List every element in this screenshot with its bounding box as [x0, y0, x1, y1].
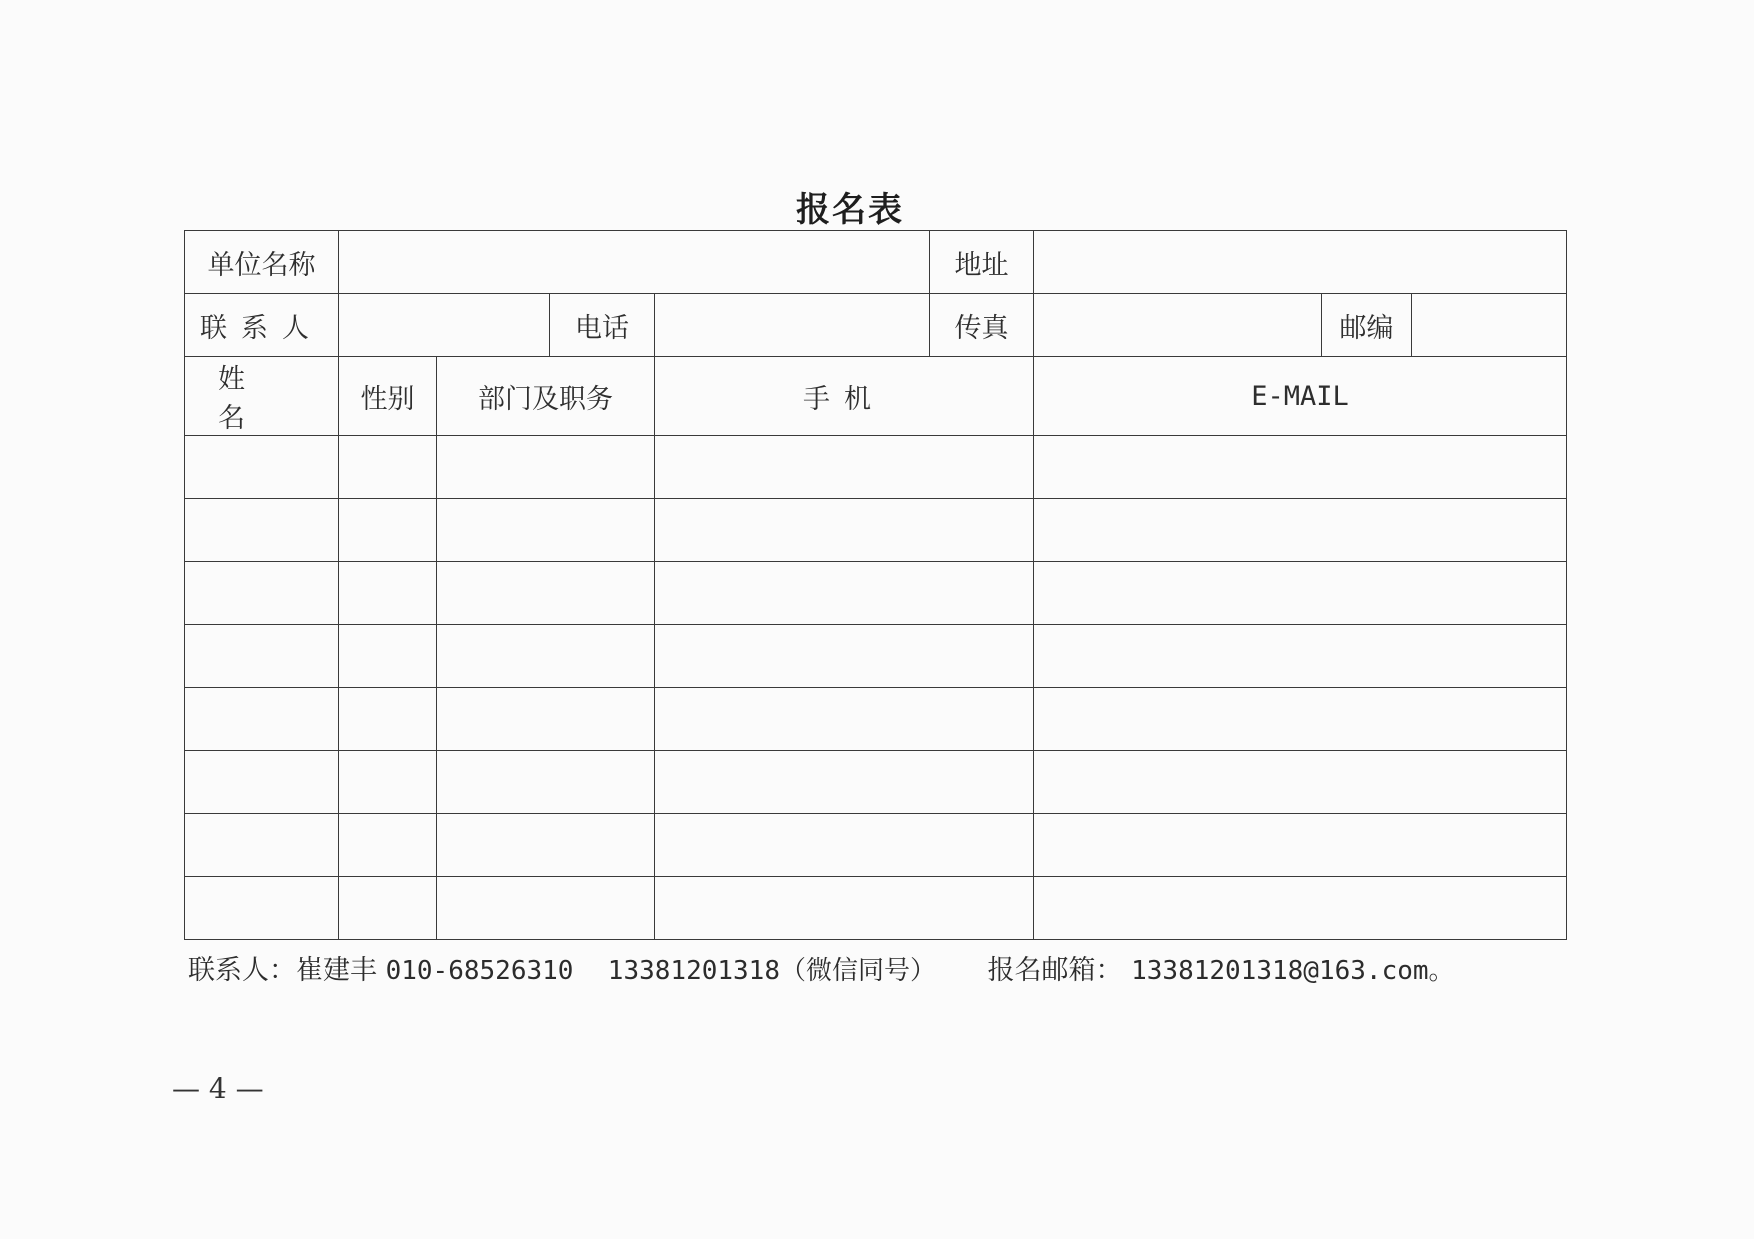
- footer-email-prefix: 报名邮箱：: [987, 955, 1123, 986]
- table-row: [185, 877, 1567, 940]
- dept-title-cell[interactable]: [437, 436, 655, 499]
- contact-row: [185, 294, 1567, 357]
- email-cell[interactable]: [1034, 751, 1567, 814]
- email-cell[interactable]: [1034, 877, 1567, 940]
- mobile-cell[interactable]: [655, 751, 1034, 814]
- email-cell[interactable]: [1034, 814, 1567, 877]
- org-name-field[interactable]: [339, 231, 930, 294]
- page-title: 报名表: [796, 190, 904, 230]
- org-row: [185, 231, 1567, 294]
- footer-contact-prefix: 联系人：崔建丰: [188, 955, 377, 986]
- table-row: [185, 814, 1567, 877]
- email-cell[interactable]: [1034, 436, 1567, 499]
- footer-email: 13381201318@163.com。: [1131, 956, 1455, 986]
- header-name: 姓名: [185, 357, 339, 436]
- header-mobile: 手机: [655, 357, 1034, 436]
- phone-label: 电话: [550, 294, 655, 357]
- dept-title-cell[interactable]: [437, 814, 655, 877]
- mobile-cell[interactable]: [655, 814, 1034, 877]
- org-name-label: 单位名称: [185, 231, 339, 294]
- gender-cell[interactable]: [339, 436, 437, 499]
- dept-title-cell[interactable]: [437, 877, 655, 940]
- mobile-cell[interactable]: [655, 877, 1034, 940]
- gender-cell[interactable]: [339, 877, 437, 940]
- table-row: [185, 562, 1567, 625]
- header-email: E-MAIL: [1034, 357, 1567, 436]
- gender-cell[interactable]: [339, 625, 437, 688]
- dept-title-cell[interactable]: [437, 499, 655, 562]
- registration-table: [184, 230, 1567, 940]
- header-row: [185, 357, 1567, 436]
- blank-rows: [185, 436, 1567, 940]
- address-field[interactable]: [1034, 231, 1567, 294]
- name-cell[interactable]: [185, 436, 339, 499]
- name-cell[interactable]: [185, 499, 339, 562]
- table-row: [185, 751, 1567, 814]
- phone-field[interactable]: [655, 294, 930, 357]
- email-cell[interactable]: [1034, 688, 1567, 751]
- footer-contact-line: [188, 948, 1455, 987]
- mobile-cell[interactable]: [655, 562, 1034, 625]
- dept-title-cell[interactable]: [437, 625, 655, 688]
- gender-cell[interactable]: [339, 751, 437, 814]
- name-cell[interactable]: [185, 562, 339, 625]
- name-cell[interactable]: [185, 625, 339, 688]
- email-cell[interactable]: [1034, 562, 1567, 625]
- gender-cell[interactable]: [339, 499, 437, 562]
- dept-title-cell[interactable]: [437, 751, 655, 814]
- header-dept-title: 部门及职务: [437, 357, 655, 436]
- dept-title-cell[interactable]: [437, 688, 655, 751]
- footer-phone: 010-68526310: [385, 956, 574, 986]
- name-cell[interactable]: [185, 814, 339, 877]
- postcode-label: 邮编: [1322, 294, 1412, 357]
- postcode-field[interactable]: [1412, 294, 1567, 357]
- name-cell[interactable]: [185, 751, 339, 814]
- address-label: 地址: [930, 231, 1034, 294]
- name-cell[interactable]: [185, 877, 339, 940]
- fax-label: 传真: [930, 294, 1034, 357]
- mobile-cell[interactable]: [655, 688, 1034, 751]
- email-cell[interactable]: [1034, 499, 1567, 562]
- page-number: — 4 —: [172, 1072, 264, 1105]
- table-row: [185, 499, 1567, 562]
- dept-title-cell[interactable]: [437, 562, 655, 625]
- gender-cell[interactable]: [339, 814, 437, 877]
- email-cell[interactable]: [1034, 625, 1567, 688]
- contact-field[interactable]: [339, 294, 550, 357]
- name-cell[interactable]: [185, 688, 339, 751]
- contact-label: 联系人: [185, 294, 339, 357]
- fax-field[interactable]: [1034, 294, 1322, 357]
- table-row: [185, 625, 1567, 688]
- table-row: [185, 688, 1567, 751]
- mobile-cell[interactable]: [655, 436, 1034, 499]
- footer-mobile: 13381201318（微信同号）: [607, 956, 936, 986]
- header-gender: 性别: [339, 357, 437, 436]
- gender-cell[interactable]: [339, 688, 437, 751]
- gender-cell[interactable]: [339, 562, 437, 625]
- mobile-cell[interactable]: [655, 625, 1034, 688]
- mobile-cell[interactable]: [655, 499, 1034, 562]
- table-row: [185, 436, 1567, 499]
